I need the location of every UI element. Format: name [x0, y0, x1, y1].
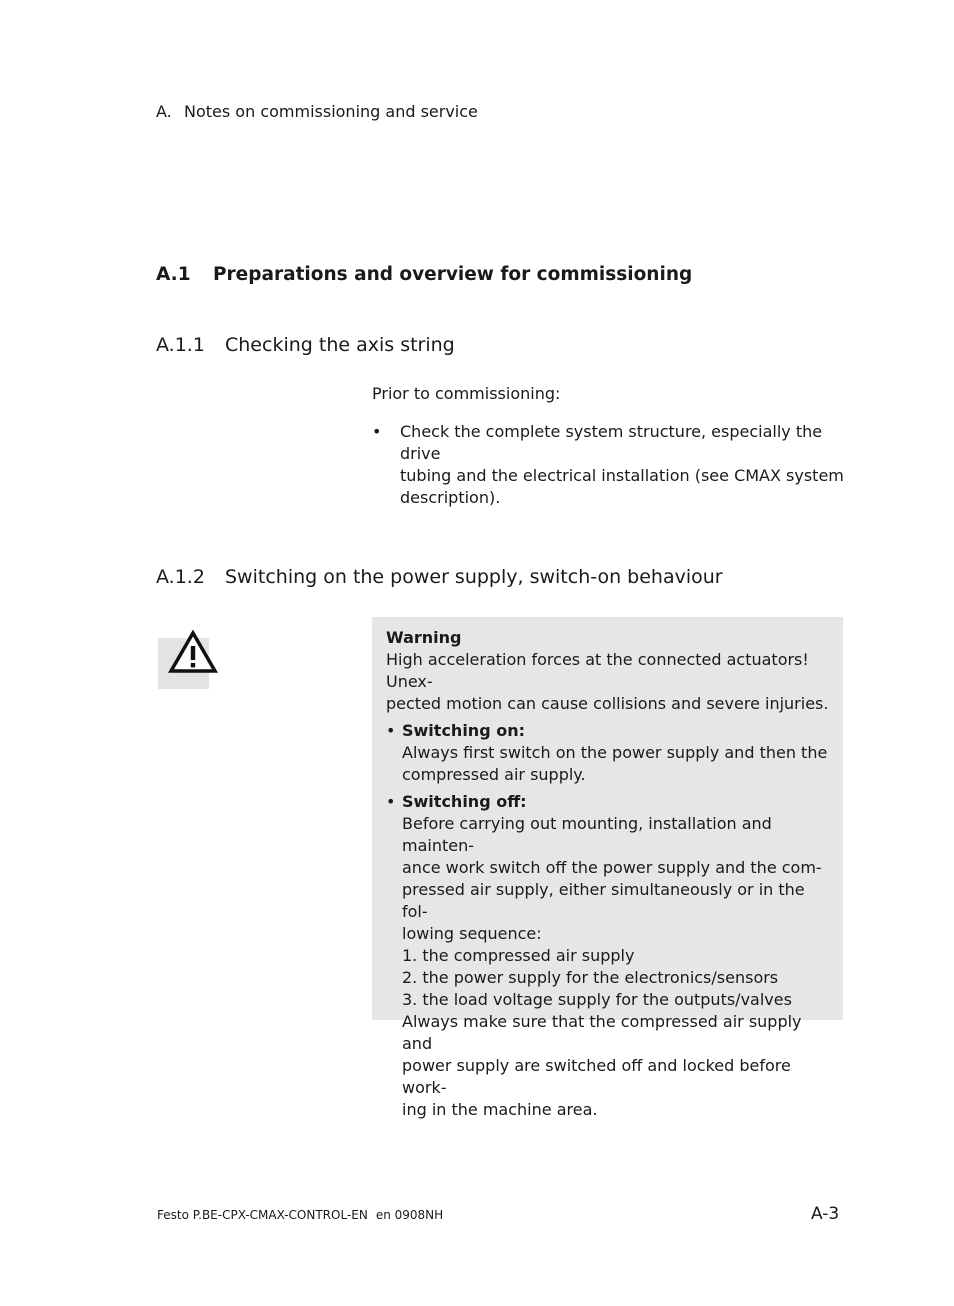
warning-title: Warning	[386, 628, 462, 647]
running-header-letter: A.	[156, 102, 172, 121]
warning-list	[386, 720, 831, 1121]
subsection-title-2: Switching on the power supply, switch-on behaviour	[225, 566, 723, 588]
warning-item-line: 1. the compressed air supply	[402, 946, 635, 965]
subsection-number-2: A.1.2	[156, 566, 205, 588]
warning-intro-line: pected motion can cause collisions and severe injuries.	[386, 694, 829, 713]
section-title: Preparations and overview for commissioning	[213, 264, 693, 285]
footer-edition: en 0908NH	[375, 1208, 444, 1222]
warning-item-line: power supply are switched off and locked before work-	[402, 1056, 791, 1097]
footer-doc-id: P.BE-CPX-CMAX-CONTROL-EN	[192, 1208, 368, 1222]
page-number: A-3	[811, 1204, 840, 1224]
warning-item-line: pressed air supply, either simultaneously or in the fol-	[402, 880, 805, 921]
section-number: A.1	[156, 264, 191, 285]
warning-item-switching-off	[386, 791, 831, 1121]
list-item-line: Check the complete system structure, especially the drive	[400, 422, 823, 463]
warning-item-lead: Switching on:	[402, 721, 525, 740]
bullet-icon: •	[386, 792, 396, 811]
warning-item-line: Before carrying out mounting, installation and mainten-	[402, 814, 772, 855]
list-item-line: tubing and the electrical installation (see CMAX system	[400, 466, 844, 485]
subsection-number-1: A.1.1	[156, 334, 205, 356]
warning-item-line: 2. the power supply for the electronics/sensors	[402, 968, 779, 987]
warning-item-line: ance work switch off the power supply and the com-	[402, 858, 822, 877]
list-item	[372, 421, 847, 509]
warning-intro-line: High acceleration forces at the connected actuators! Unex-	[386, 650, 809, 691]
intro-text: Prior to commissioning:	[372, 384, 561, 403]
warning-item-line: Always make sure that the compressed air supply and	[402, 1012, 802, 1053]
subsection-heading-2	[156, 566, 723, 588]
warning-item-line: lowing sequence:	[402, 924, 542, 943]
running-header	[156, 102, 478, 121]
footer-document-info	[157, 1208, 443, 1222]
warning-item-lead: Switching off:	[402, 792, 527, 811]
bullet-icon: •	[372, 422, 382, 441]
running-header-title: Notes on commissioning and service	[184, 102, 478, 121]
list-item-line: description).	[400, 488, 501, 507]
warning-box	[372, 617, 843, 1119]
check-list	[372, 421, 847, 509]
warning-item-line: 3. the load voltage supply for the outputs/valves	[402, 990, 792, 1009]
warning-triangle-icon	[168, 630, 218, 676]
warning-item-switching-on	[386, 720, 831, 786]
warning-item-line: compressed air supply.	[402, 765, 586, 784]
subsection-title-1: Checking the axis string	[225, 334, 455, 356]
warning-item-line: Always first switch on the power supply and then the	[402, 743, 828, 762]
bullet-icon: •	[386, 721, 396, 740]
footer-publisher: Festo	[157, 1208, 189, 1222]
subsection-heading-1	[156, 334, 455, 356]
warning-icon-box	[158, 638, 209, 689]
warning-item-line: ing in the machine area.	[402, 1100, 598, 1119]
section-heading	[156, 264, 692, 285]
